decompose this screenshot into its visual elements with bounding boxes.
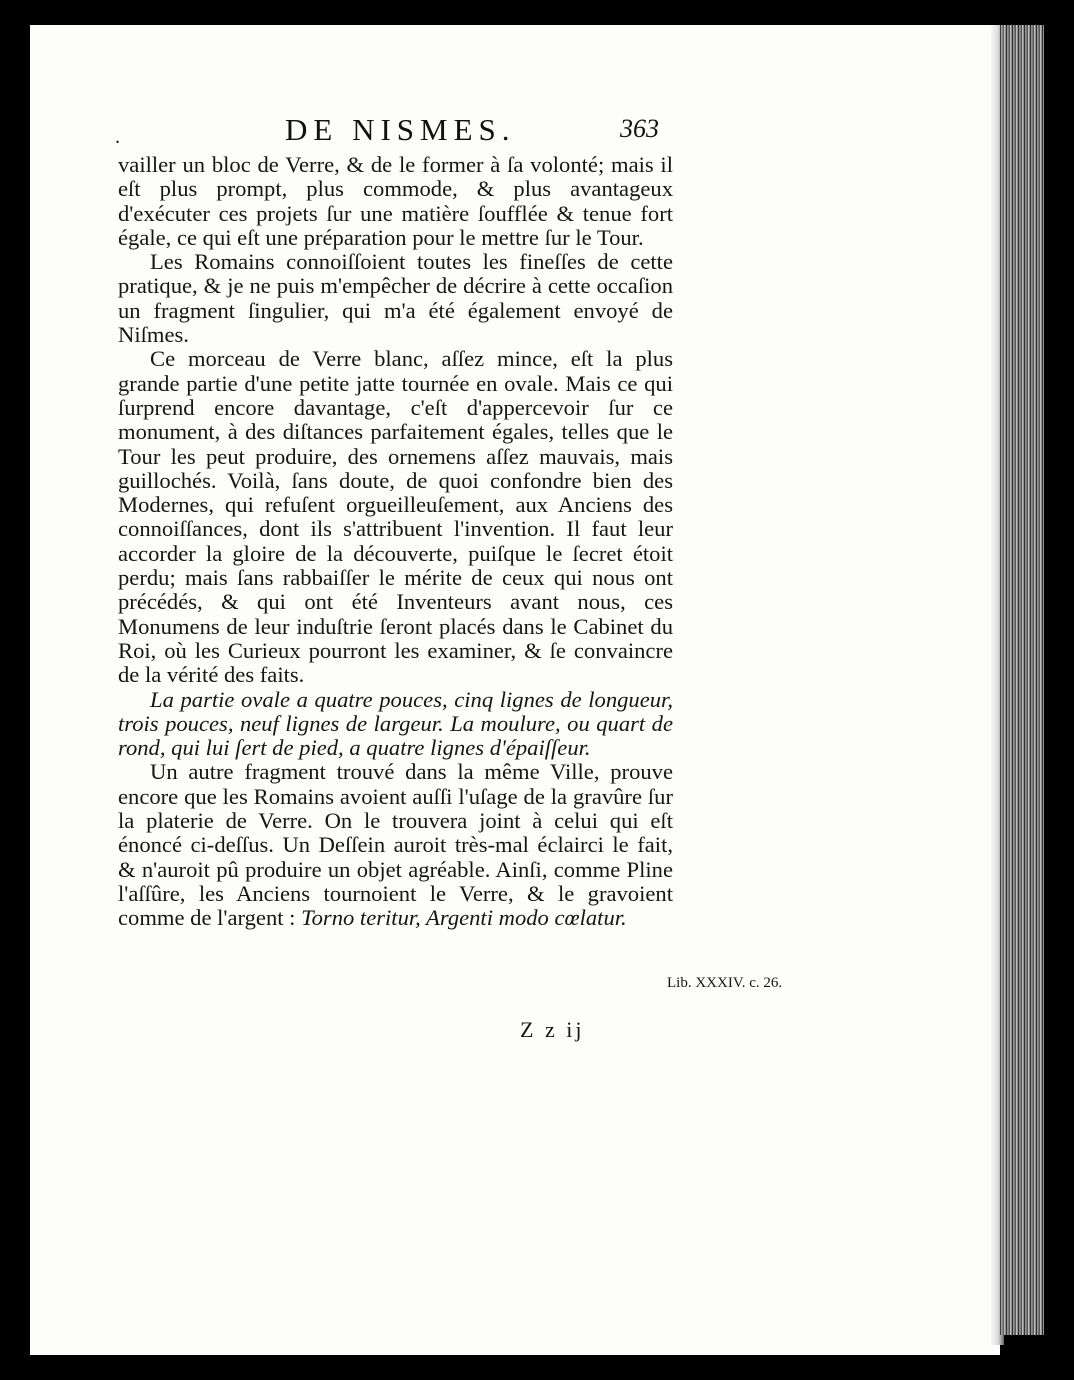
body-text bbox=[118, 153, 673, 931]
page-stack-edge bbox=[1000, 25, 1044, 1335]
paragraph-2: Les Romains connoiſſoient toutes les fineſſes de cette pratique, & je ne puis m'empêcher de décrire à cette occaſion un fragment ſingulier, qui m'a été également envoyé de Niſmes. bbox=[118, 249, 673, 348]
signature-mark: Z z ij bbox=[520, 1017, 585, 1042]
margin-reference: Lib. XXXIV. c. 26. bbox=[667, 975, 783, 991]
paragraph-5 bbox=[118, 760, 673, 930]
paragraph-3: Ce morceau de Verre blanc, aſſez mince, eſt la plus grande partie d'une petite jatte tournée en ovale. Mais ce qui ſurprend encore davantage, c'eſt d'appercevoir ſur ce monument, à des diſtances parfaitement égales, telles que le Tour les peut produire, des ornemens aſſez mauvais, mais guillochés. Voilà, ſans doute, de quoi confondre bien des Modernes, qui refuſent orgueilleuſement, aux Anciens des connoiſſances, dont ils s'attribuent l'invention. Il faut leur accorder la gloire de la découverte, puiſque le ſecret étoit perdu; mais ſans rabbaiſſer le mérite de ceux qui nous ont précédés, & qui ont été Inventeurs avant nous, ces Monumens de leur induſtrie ſeront placés dans le Cabinet du Roi, où les Curieux pourront les examiner, & ſe convaincre de la vérité des faits. bbox=[118, 346, 673, 688]
paragraph-1: vailler un bloc de Verre, & de le former à ſa volonté; mais il eſt plus prompt, plus commode, & plus avantageux d'exécuter ces projets ſur une matière ſoufflée & tenue fort égale, ce qui eſt une préparation pour le mettre ſur le Tour. bbox=[118, 152, 673, 250]
paragraph-4-measurements: La partie ovale a quatre pouces, cinq lignes de longueur, trois pouces, neuf lignes de largeur. La moulure, ou quart de rond, qui lui ſert de pied, a quatre lignes d'épaiſſeur. bbox=[118, 686, 673, 761]
header-dot: . bbox=[115, 126, 120, 148]
page-number: 363 bbox=[620, 114, 659, 143]
header-title: DE NISMES. bbox=[285, 112, 516, 147]
pliny-quote: Torno teritur, Argenti modo cœlatur. bbox=[301, 905, 627, 931]
paragraph-5-text: Un autre fragment trouvé dans la même Ville, prouve encore que les Romains avoient auſſi l'uſage de la gravûre ſur la platerie de Verre. On le trouvera joint à celui qui eſt énoncé ci-deſſus. Un Deſſein auroit très-mal éclairci le fait, & n'auroit pû produire un objet agréable. Ainſi, comme Pline l'aſſûre, les Anciens tournoient le Verre, & le gravoient comme de l'argent : bbox=[118, 759, 673, 931]
